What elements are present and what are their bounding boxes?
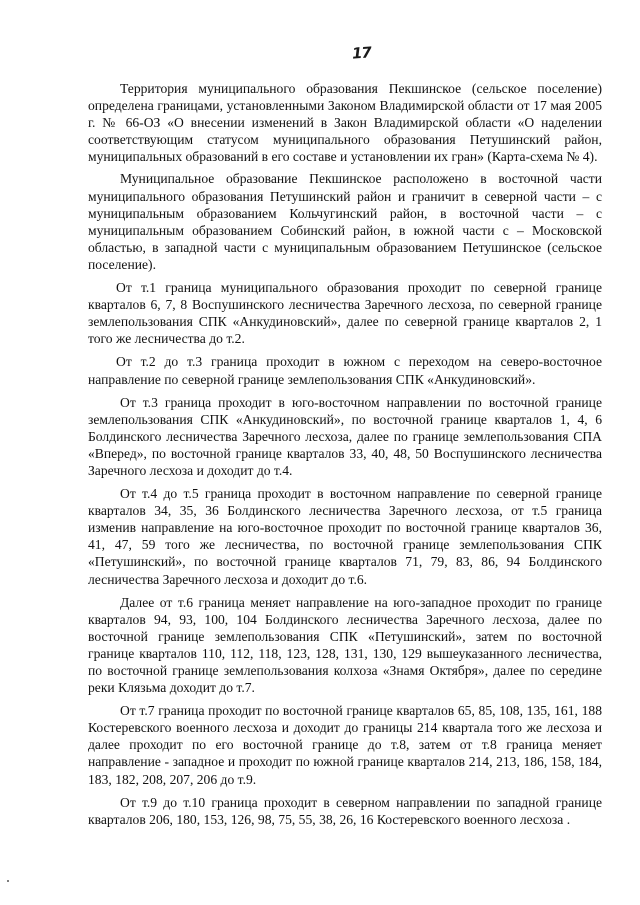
paragraph-territory: Территория муниципального образования Пекшинское (сельское поселение) определена границами, установленными Законом Владимирской области от 17 мая 2005 г. № 66-ОЗ «О внесении изменений в Закон Владимирской области «О наделении соответствующим статусом муниципального образования Петушинский район, муниципальных образований в его составе и установлении их гран» (Карта-схема № 4). [88,81,602,165]
paragraph-point-1: От т.1 граница муниципального образования проходит по северной границе кварталов 6, 7, 8 Воспушинского лесничества Заречного лесхоза, по северной границе землепользования СПК «Анкудиновский», далее по северной границе кварталов 2, 1 того же лесничества до т.2. [88,280,602,347]
paragraph-point-6: Далее от т.6 граница меняет направление на юго-западное проходит по границе кварталов 94, 93, 100, 104 Болдинского лесничества Заречного лесхоза, далее по восточной границе землепользования СПК «Петушинский», затем по восточной границе кварталов 110, 112, 118, 123, 128, 131, 130, 129 вышеуказанного лесничества, по восточной границе землепользования колхоза «Знамя Октября», далее по середине реки Клязьма доходит до т.7. [88,594,602,696]
scan-speck [7,880,9,882]
paragraph-point-2: От т.2 до т.3 граница проходит в южном с переходом на северо-восточное направление по северной границе землепользования СПК «Анкудиновский». [88,354,602,387]
paragraph-location: Муниципальное образование Пекшинское расположено в восточной части муниципального образования Петушинский район и граничит в северной части – с муниципальным образованием Кольчугинский район, в восточной части – с муниципальным образованием Собинский район, в южной части с – Московской областью, в западной части с муниципальным образованием Петушинское (сельское поселение). [88,171,602,272]
paragraph-point-7: От т.7 граница проходит по восточной границе кварталов 65, 85, 108, 135, 161, 188 Костеревского военного лесхоза и доходит до границы 214 квартала того же лесхоза и далее проходит по его восточной границе до т.8, затем от т.8 граница меняет направление - западное и проходит по южной границе кварталов 214, 213, 186, 158, 184, 183, 182, 208, 207, 206 до т.9. [88,703,602,787]
paragraph-point-9: От т.9 до т.10 граница проходит в северном направлении по западной границе кварталов 206, 180, 153, 126, 98, 75, 55, 38, 26, 16 Костеревского военного лесхоза . [88,794,602,827]
document-body [88,80,602,834]
page-number: 17 [351,43,372,63]
paragraph-point-4: От т.4 до т.5 граница проходит в восточном направление по северной границе кварталов 34, 35, 36 Болдинского лесничества Заречного лесхоза, от т.5 граница изменив направление на юго-восточное проходит по восточной границе кварталов 36, 41, 47, 59 того же лесничества, по восточной границе землепользования СПК «Петушинский», по восточной границе кварталов 71, 79, 83, 86, 94 Болдинского лесничества Заречного лесхоза и доходит до т.6. [88,486,602,587]
paragraph-point-3: От т.3 граница проходит в юго-восточном направлении по восточной границе землепользования СПК «Анкудиновский», по восточной границе кварталов 1, 4, 6 Болдинского лесничества Заречного лесхоза, далее по границе землепользования СПА «Вперед», по восточной границе кварталов 33, 40, 48, 50 Воспушинского лесничества Заречного лесхоза и доходит до т.4. [88,394,602,478]
